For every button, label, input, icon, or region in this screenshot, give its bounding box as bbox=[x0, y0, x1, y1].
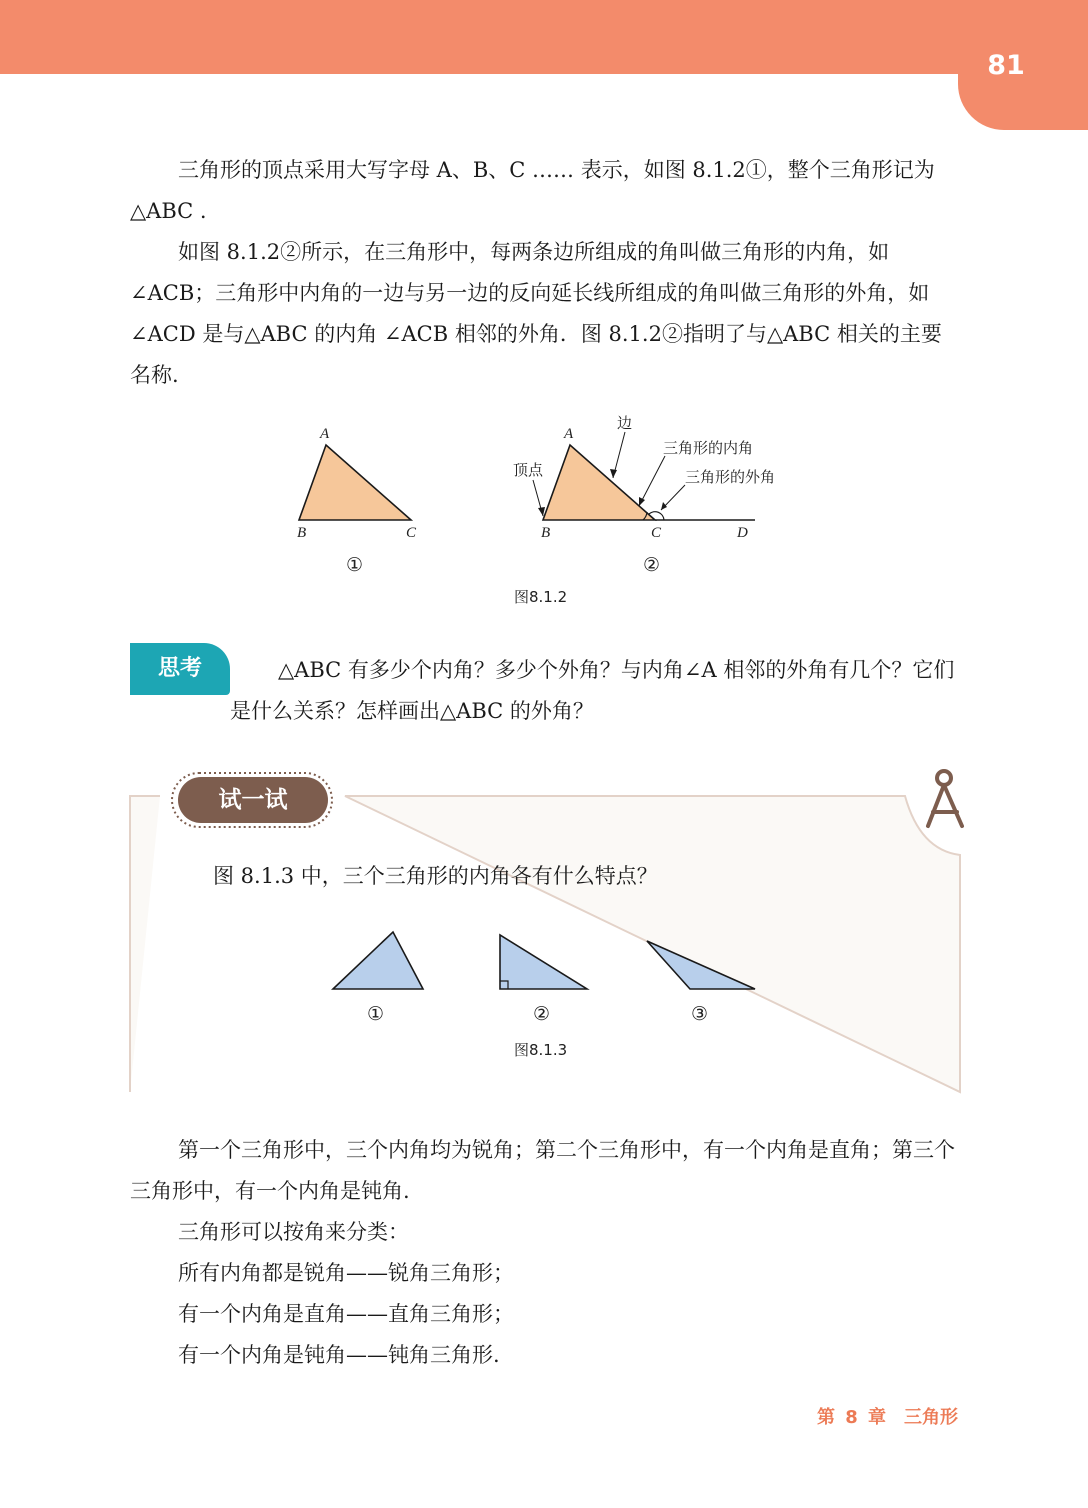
figure-8-1-3-label-2: ② bbox=[533, 1003, 551, 1025]
conclusion-text bbox=[130, 1130, 960, 1376]
page-number: 81 bbox=[987, 50, 1025, 81]
callout-arrow-edge bbox=[610, 469, 617, 478]
subfigure-label-2: ② bbox=[643, 554, 661, 576]
callout-edge-label: 边 bbox=[617, 414, 633, 432]
triangle-abc-shape bbox=[543, 445, 655, 520]
callout-exterior-label: 三角形的外角 bbox=[685, 468, 776, 486]
vertex-label-b: B bbox=[297, 525, 307, 541]
vertex-label-c: C bbox=[651, 525, 662, 541]
try-it-question: 图 8.1.3 中，三个三角形的内角各有什么特点？ bbox=[213, 864, 658, 888]
try-it-badge-label: 试一试 bbox=[218, 787, 288, 813]
triangle-abc-shape bbox=[299, 445, 411, 520]
vertex-label-c: C bbox=[406, 525, 417, 541]
callout-arrow-exterior bbox=[661, 502, 667, 510]
figure-8-1-3-label-3: ③ bbox=[691, 1003, 709, 1025]
chapter-footer: 第 8 章 三角形 bbox=[816, 1407, 958, 1428]
figure-caption-8-1-3: 图8.1.3 bbox=[514, 1041, 568, 1059]
classification-acute: 所有内角都是锐角——锐角三角形； bbox=[178, 1261, 514, 1285]
callout-interior-label: 三角形的内角 bbox=[663, 439, 754, 457]
figure-8-1-3 bbox=[320, 925, 770, 1030]
callout-line-interior bbox=[639, 456, 665, 506]
figure-8-1-3-label-1: ① bbox=[367, 1003, 385, 1025]
think-question: △ABC 有多少个内角？多少个外角？与内角∠A 相邻的外角有几个？它们是什么关系？怎样画出△ABC 的外角？ bbox=[230, 658, 955, 723]
vertex-label-b: B bbox=[541, 525, 551, 541]
acute-triangle-shape bbox=[333, 932, 423, 989]
figure-8-1-2-triangle-1 bbox=[280, 420, 450, 580]
callout-arrow-interior bbox=[639, 497, 645, 506]
intro-paragraph-2: 如图 8.1.2②所示，在三角形中，每两条边所组成的角叫做三角形的内角，如∠ACB；三角形中内角的一边与另一边的反向延长线所组成的角叫做三角形的外角，如∠ACD 是与△ABC 的内角 ∠ACB 相邻的外角．图 8.1.2②指明了与△ABC 相关的主要名称. bbox=[130, 240, 942, 387]
callout-arrow-vertex bbox=[538, 507, 545, 516]
vertex-label-a: A bbox=[320, 426, 330, 442]
intro-text bbox=[130, 150, 960, 396]
think-badge: 思考 bbox=[130, 643, 230, 695]
callout-vertex-label: 顶点 bbox=[513, 461, 544, 479]
classification-obtuse: 有一个内角是钝角——钝角三角形. bbox=[178, 1343, 500, 1367]
right-triangle-shape bbox=[500, 935, 587, 989]
header-bar bbox=[0, 0, 1088, 74]
classification-right: 有一个内角是直角——直角三角形； bbox=[178, 1302, 514, 1326]
classification-intro: 三角形可以按角来分类： bbox=[178, 1220, 409, 1244]
compass-icon bbox=[928, 771, 962, 826]
figure-caption-8-1-2: 图8.1.2 bbox=[514, 588, 568, 606]
vertex-label-a: A bbox=[564, 426, 574, 442]
vertex-label-d: D bbox=[737, 525, 748, 541]
conclusion-paragraph-1: 第一个三角形中，三个内角均为锐角；第二个三角形中，有一个内角是直角；第三个三角形中，有一个内角是钝角. bbox=[130, 1138, 955, 1203]
obtuse-triangle-shape bbox=[647, 941, 755, 989]
figure-8-1-2-triangle-2 bbox=[505, 410, 815, 580]
subfigure-label-1: ① bbox=[346, 554, 364, 576]
intro-paragraph-1: 三角形的顶点采用大写字母 A、B、C …… 表示，如图 8.1.2①，整个三角形记为△ABC . bbox=[130, 158, 935, 223]
